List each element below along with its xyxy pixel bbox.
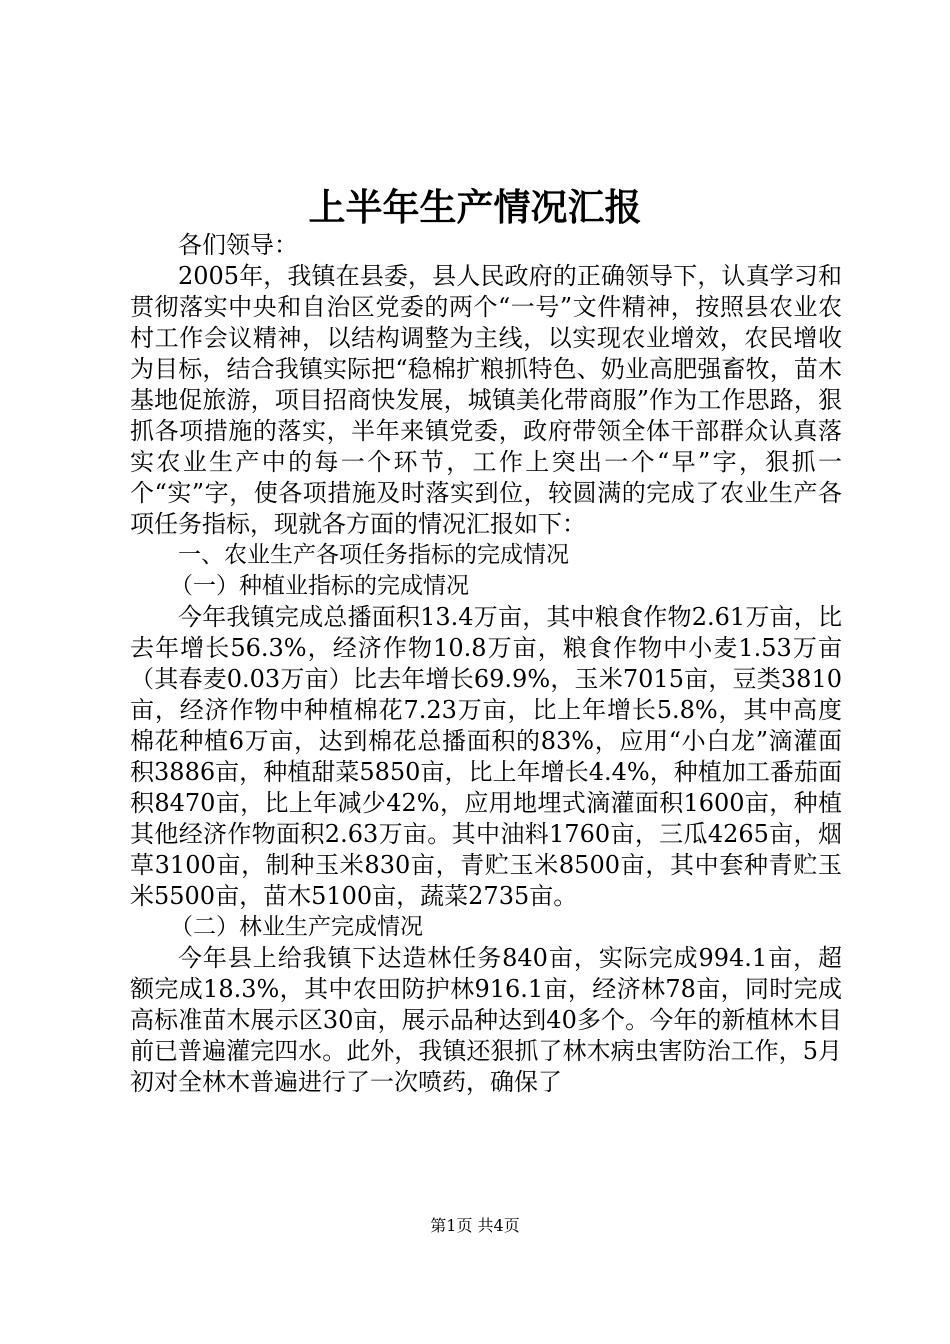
section-heading: 一、农业生产各项任务指标的完成情况	[178, 542, 569, 568]
document-body	[130, 230, 842, 1098]
document-title: 上半年生产情况汇报	[308, 185, 642, 229]
forestry-paragraph: 今年县上给我镇下达造林任务840亩，实际完成994.1亩，超额完成18.3%，其中农田防护林916.1亩，经济林78亩，同时完成高标准苗木展示区30亩，展示品种达到40多个。今年的新植林木目前已普遍灌完四水。此外，我镇还狠抓了林木病虫害防治工作，5月初对全林木普遍进行了一次喷药，确保了	[130, 944, 842, 1096]
subsection-heading-forestry: （二）林业生产完成情况	[170, 914, 423, 940]
salutation: 各们领导：	[178, 231, 298, 259]
intro-paragraph: 2005年，我镇在县委，县人民政府的正确领导下，认真学习和贯彻落实中央和自治区党委的两个“一号”文件精神，按照县农业农村工作会议精神，以结构调整为主线，以实现农业增效，农民增收为目标，结合我镇实际把“稳棉扩粮抓特色、奶业高肥强畜牧，苗木基地促旅游，项目招商快发展，城镇美化带商服”作为工作思路，狠抓各项措施的落实，半年来镇党委，政府带领全体干部群众认真落实农业生产中的每一个环节，工作上突出一个“早”字，狠抓一个“实”字，使各项措施及时落实到位，较圆满的完成了农业生产各项任务指标，现就各方面的情况汇报如下：	[130, 262, 842, 538]
planting-paragraph: 今年我镇完成总播面积13.4万亩，其中粮食作物2.61万亩，比去年增长56.3%，经济作物10.8万亩，粮食作物中小麦1.53万亩（其春麦0.03万亩）比去年增长69.9%，玉米7015亩，豆类3810亩，经济作物中种植棉花7.23万亩，比上年增长5.8%，其中高度棉花种植6万亩，达到棉花总播面积的83%，应用“小白龙”滴灌面积3886亩，种植甜菜5850亩，比上年增长4.4%，种植加工番茄面积8470亩，比上年减少42%，应用地埋式滴灌面积1600亩，种植其他经济作物面积2.63万亩。其中油料1760亩，三瓜4265亩，烟草3100亩，制种玉米830亩，青贮玉米8500亩，其中套种青贮玉米5500亩，苗木5100亩，蔬菜2735亩。	[130, 603, 842, 910]
page-number: 第1页 共4页	[430, 1216, 520, 1235]
subsection-heading-planting: （一）种植业指标的完成情况	[170, 573, 469, 599]
